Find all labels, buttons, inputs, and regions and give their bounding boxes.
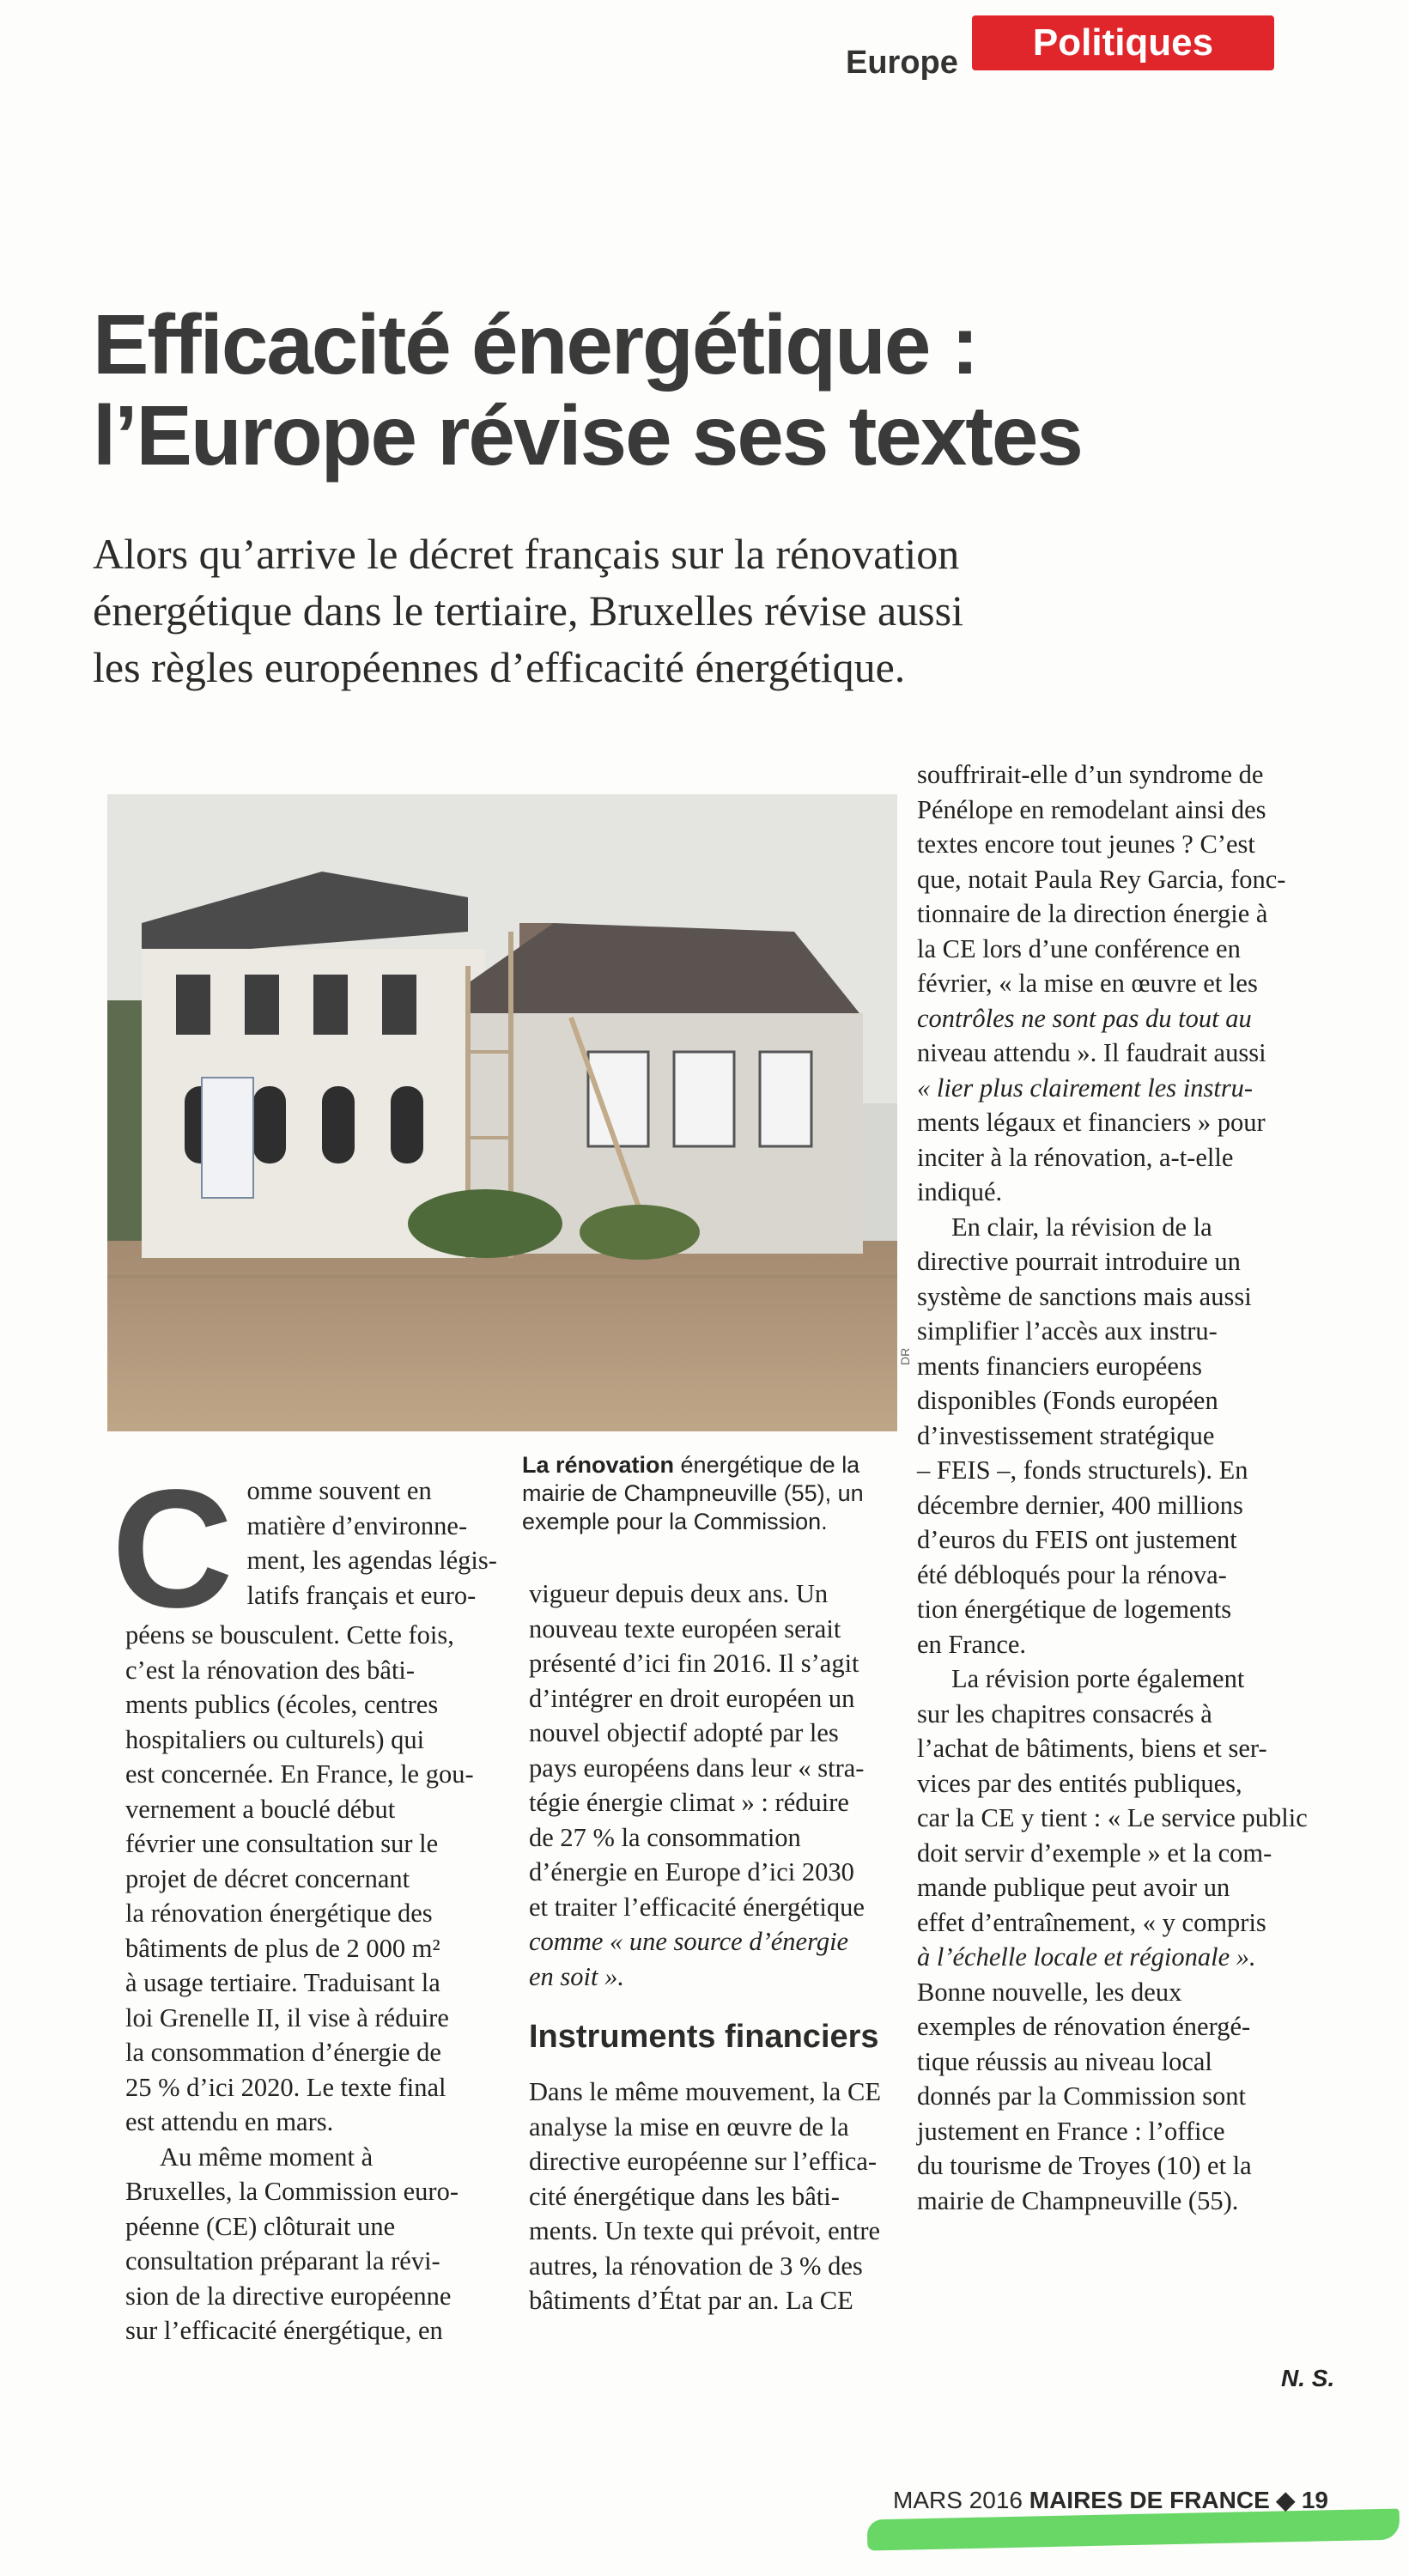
text-line: tionnaire de la direction énergie à [917,899,1268,928]
text-line: doit servir d’exemple » et la com- [917,1838,1272,1868]
caption-text: énergétique de la mairie de Champneuville (55), un exemple pour la Commission. [522,1452,864,1534]
text-line: tion énergétique de logements [917,1595,1232,1624]
text-line: tique réussis au niveau local [917,2046,1212,2076]
text-line: hospitaliers ou culturels) qui [125,1724,425,1754]
text-line: Pénélope en remodelant ainsi des [917,794,1266,824]
text-line: omme souvent en [246,1476,432,1505]
text-line: l’achat de bâtiments, biens et ser- [917,1734,1267,1763]
subheading: Instruments financiers [529,2019,879,2055]
text-line: simplifier l’accès aux instru- [917,1316,1218,1346]
text-line: d’énergie en Europe d’ici 2030 [529,1857,854,1886]
section-label: Europe [846,45,958,81]
text-line: ments légaux et financiers » pour [917,1108,1266,1137]
text-line: comme « une source d’énergie [529,1927,849,1956]
text-line: vices par des entités publiques, [917,1768,1242,1798]
text-line: matière d’environne- [246,1510,468,1540]
text-line: exemples de rénovation énergé- [917,2012,1251,2041]
article-column-2 [529,1577,907,2318]
standfirst-line: énergétique dans le tertiaire, Bruxelles révise aussi [93,586,963,635]
text-line: niveau attendu ». Il faudrait aussi [917,1038,1266,1067]
text-line: En clair, la révision de la [951,1212,1212,1242]
text-line: consultation préparant la révi- [125,2246,440,2275]
text-line: décembre dernier, 400 millions [917,1490,1243,1520]
photo-caption [522,1451,908,1536]
article-column-3 [917,757,1314,2218]
text-line: – FEIS –, fonds structurels). En [917,1455,1248,1485]
text-line: ment, les agendas légis- [246,1546,497,1575]
text-line: donnés par la Commission sont [917,2081,1246,2111]
footer-date: MARS 2016 [893,2487,1023,2513]
text-line: c’est la rénovation des bâti- [125,1655,416,1685]
text-line: disponibles (Fonds européen [917,1386,1218,1415]
text-line: péens se bousculent. Cette fois, [125,1620,454,1649]
text-line: cité énergétique dans les bâti- [529,2181,840,2211]
text-line: tégie énergie climat » : réduire [529,1788,849,1817]
text-line: loi Grenelle II, il vise à réduire [125,2002,449,2032]
page-footer [893,2486,1328,2514]
standfirst-line: les règles européennes d’efficacité énergétique. [93,643,906,691]
text-line: sion de la directive européenne [125,2281,452,2311]
text-line: mande publique peut avoir un [917,1873,1230,1902]
text-line: mairie de Champneuville (55). [917,2185,1239,2215]
article-column-1 [112,1455,497,2348]
text-line: nouveau texte européen serait [529,1613,841,1643]
text-line: directive pourrait introduire un [917,1247,1241,1276]
text-line: vigueur depuis deux ans. Un [529,1579,829,1608]
text-line: bâtiments d’État par an. La CE [529,2286,853,2315]
text-line: sur l’efficacité énergétique, en [125,2316,443,2345]
text-line: présenté d’ici fin 2016. Il s’agit [529,1649,859,1678]
footer-page-number: ◆ 19 [1276,2487,1329,2513]
headline-line: l’Europe révise ses textes [93,388,1082,483]
text-line: à l’échelle locale et régionale ». [917,1942,1256,1971]
text-line: ments publics (écoles, centres [125,1690,439,1719]
text-line: bâtiments de plus de 2 000 m² [125,1933,440,1963]
text-line: inciter à la rénovation, a-t-elle [917,1142,1234,1172]
text-line: justement en France : l’office [917,2116,1225,2146]
text-line: que, notait Paula Rey Garcia, fonc- [917,864,1286,894]
photo-credit: DR [898,1347,912,1365]
text-line: directive européenne sur l’effica- [529,2147,878,2176]
standfirst-line: Alors qu’arrive le décret français sur la rénovation [93,530,960,578]
text-line: « lier plus clairement les instru- [917,1072,1254,1103]
text-line: février une consultation sur le [125,1829,439,1858]
highlighter-stroke [867,2509,1400,2551]
text-line: d’investissement stratégique [917,1420,1215,1450]
text-line: ments financiers européens [917,1351,1202,1381]
text-line: Bruxelles, la Commission euro- [125,2177,459,2206]
text-line: Dans le même mouvement, la CE [529,2077,881,2106]
author-byline: N. S. [1281,2365,1335,2391]
footer-magazine: MAIRES DE FRANCE [1029,2487,1270,2513]
text-line: est attendu en mars. [125,2107,334,2136]
text-line: La révision porte également [951,1664,1245,1693]
text-line: souffrirait-elle d’un syndrome de [917,760,1264,789]
text-line: vernement a bouclé début [125,1794,396,1824]
text-line: est concernée. En France, le gou- [125,1759,474,1789]
text-line: latifs français et euro- [246,1580,477,1610]
caption-lead: La rénovation [522,1452,675,1478]
text-line: et traiter l’efficacité énergétique [529,1892,865,1922]
text-line: ments. Un texte qui prévoit, entre [529,2216,881,2245]
article-headline [93,299,1209,481]
article-standfirst [93,526,1226,696]
text-line: du tourisme de Troyes (10) et la [917,2151,1252,2180]
text-line: la consommation d’énergie de [125,2038,441,2067]
text-line: car la CE y tient : « Le service public [917,1803,1308,1832]
text-line: la CE lors d’une conférence en [917,933,1241,963]
text-line: 25 % d’ici 2020. Le texte final [125,2072,446,2102]
text-line: Bonne nouvelle, les deux [917,1977,1182,2007]
text-line: analyse la mise en œuvre de la [529,2111,849,2142]
text-line: péenne (CE) clôturait une [125,2211,396,2241]
text-line: effet d’entraînement, « y compris [917,1907,1266,1937]
text-line: été débloqués pour la rénova- [917,1559,1227,1589]
text-line: février, « la mise en œuvre et les [917,969,1258,998]
text-line: indiqué. [917,1177,1003,1206]
rubric-badge: Politiques [972,15,1274,70]
text-line: contrôles ne sont pas du tout au [917,1003,1252,1033]
text-line: Au même moment à [160,2142,374,2172]
text-line: en France. [917,1629,1027,1659]
drop-cap: C [112,1455,234,1643]
text-line: système de sanctions mais aussi [917,1281,1252,1311]
text-line: pays européens dans leur « stra- [529,1753,865,1783]
town-hall-photo [107,794,897,1431]
text-line: nouvel objectif adopté par les [529,1718,839,1747]
text-line: à usage tertiaire. Traduisant la [125,1968,440,1997]
text-line: sur les chapitres consacrés à [917,1698,1212,1728]
headline-line: Efficacité énergétique : [93,297,978,392]
text-line: en soit ». [529,1961,624,1991]
text-line: de 27 % la consommation [529,1822,801,1852]
text-line: textes encore tout jeunes ? C’est [917,829,1255,859]
text-line: autres, la rénovation de 3 % des [529,2251,863,2281]
text-line: d’intégrer en droit européen un [529,1683,855,1713]
text-line: d’euros du FEIS ont justement [917,1525,1237,1554]
text-line: projet de décret concernant [125,1863,410,1893]
text-line: la rénovation énergétique des [125,1899,433,1928]
